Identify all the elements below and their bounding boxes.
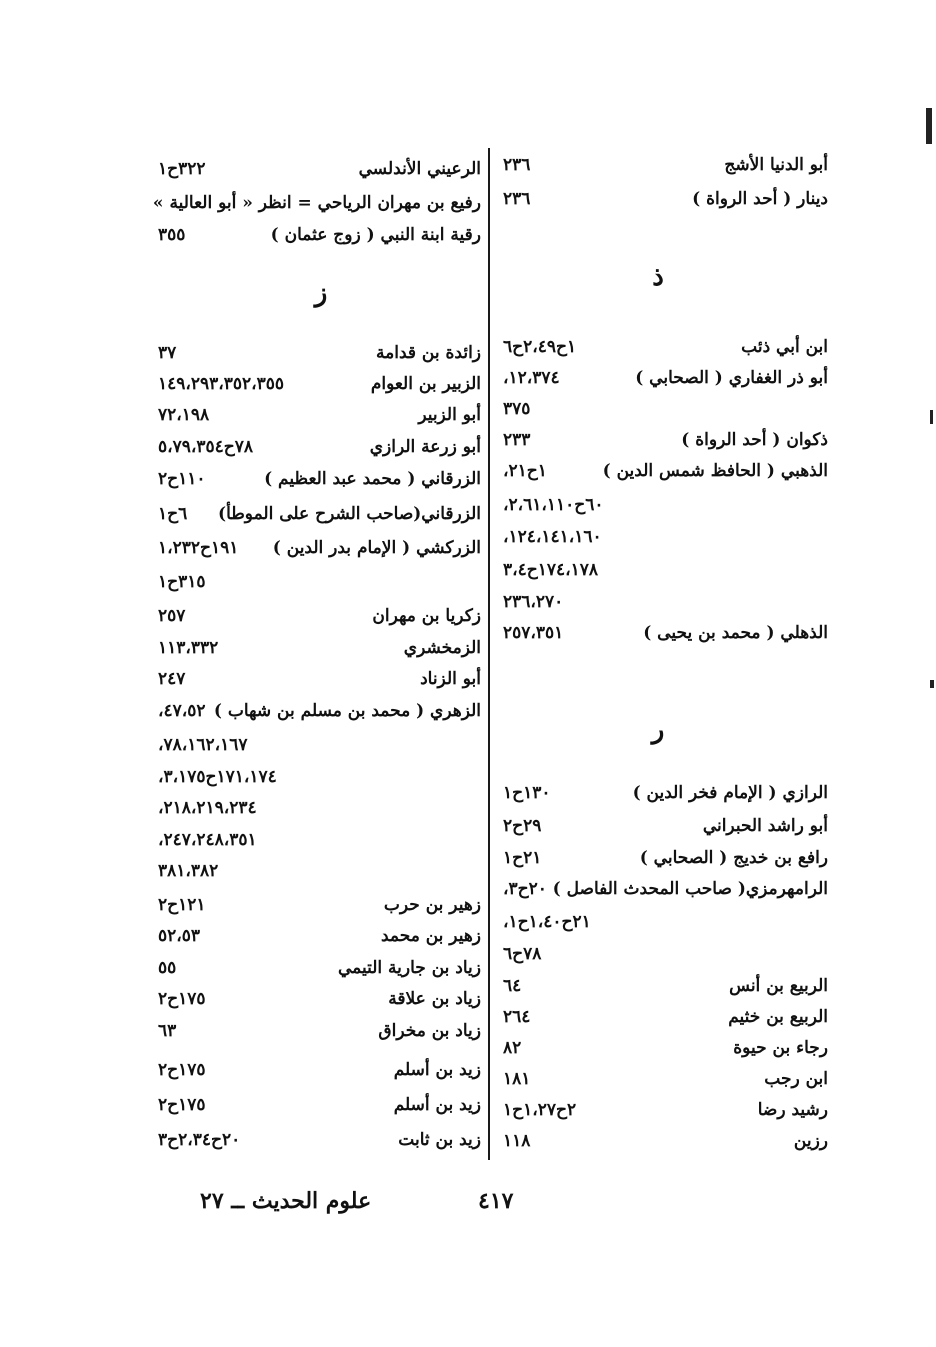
index-entry: ابن أبي ذئب ١ح٢،٤٩ح٦ — [503, 337, 828, 357]
index-entry: الرازي ( الإمام فخر الدين ) ١٣٠ح١ — [503, 783, 828, 803]
index-entry: الزمخشري ١١٣،٣٣٢ — [158, 638, 481, 658]
index-entry: ١٢٤،١٤١،١٦٠، — [503, 527, 602, 547]
index-entry: زهير بن محمد ٥٢،٥٣ — [158, 926, 481, 946]
index-entry: ١٧٤،١٧٨ح٣،٤ — [503, 560, 599, 580]
index-entry: ٣٧٥ — [503, 399, 531, 419]
index-entry: أبو الزبير ٧٢،١٩٨ — [158, 405, 481, 425]
index-entry: ٢٤٧،٢٤٨،٣٥١، — [158, 830, 257, 850]
scan-mark — [926, 108, 932, 144]
index-entry: الذهلي ( محمد بن يحيى ) ٢٥٧،٣٥١ — [503, 623, 828, 643]
index-entry: رفيع بن مهران الرياحي = انظر « أبو العالية » — [152, 193, 481, 213]
index-entry: الزرقاني(صاحب الشرح على الموطأ) ٦ح١ — [158, 504, 481, 524]
index-entry: رقية ابنة النبي ( زوج عثمان ) ٣٥٥ — [158, 225, 481, 245]
index-entry: ٢١ح١،٤٠ح١، — [503, 912, 591, 932]
section-letter-ra: ر — [651, 715, 665, 745]
index-entry: الزهري ( محمد بن مسلم بن شهاب ) ٤٧،٥٢، — [158, 701, 481, 721]
index-entry: الرعيني الأندلسي ٣٢٢ح١ — [158, 159, 481, 179]
index-entry: الرامهرمزي( صاحب المحدث الفاصل ) ٢٠ح٣، — [503, 879, 828, 899]
index-entry: ابن رجب ١٨١ — [503, 1069, 828, 1089]
index-entry: الزرقاني ( محمد عبد العظيم ) ١١٠ح٢ — [158, 469, 481, 489]
index-entry: زياد بن مخراق ٦٣ — [158, 1021, 481, 1041]
index-entry: ٢١٨،٢١٩،٢٣٤، — [158, 798, 257, 818]
index-entry: رشيد رضا ٢ح١،٢٧ح١ — [503, 1100, 828, 1120]
index-entry: ٣٨١،٣٨٢ — [158, 861, 219, 881]
index-entry: رافع بن خديج ( الصحابي ) ٢١ح١ — [503, 848, 828, 868]
index-entry: الربيع بن أنس ٦٤ — [503, 976, 828, 996]
index-entry: دينار ( أحد الرواة ) ٢٣٦ — [503, 189, 828, 209]
index-entry: الزبير بن العوام ١٤٩،٢٩٣،٣٥٢،٣٥٥ — [158, 374, 481, 394]
section-letter-dhal: ذ — [652, 262, 664, 292]
index-entry: زائدة بن قدامة ٣٧ — [158, 343, 481, 363]
index-entry: زهير بن حرب ١٢١ح٢ — [158, 895, 481, 915]
index-entry: زيد بن ثابت ٢٠ح٢،٣٤ح٣ — [158, 1130, 481, 1150]
index-entry: ذكوان ( أحد الرواة ) ٢٣٣ — [503, 430, 828, 450]
index-entry: زيد بن أسلم ١٧٥ح٢ — [158, 1095, 481, 1115]
index-entry: الربيع بن خثيم ٢٦٤ — [503, 1007, 828, 1027]
index-entry: الزركشي ( الإمام بدر الدين ) ١٩١ح١،٢٣٢ — [158, 538, 481, 558]
index-entry: زيد بن أسلم ١٧٥ح٢ — [158, 1060, 481, 1080]
page-number: ٤١٧ — [478, 1188, 514, 1214]
index-entry: أبو راشد الحبراني ٢٩ح٢ — [503, 816, 828, 836]
index-entry: رزين ١١٨ — [503, 1131, 828, 1151]
index-entry: أبو ذر الغفاري ( الصحابي ) ١٢،٣٧٤، — [503, 368, 828, 388]
column-divider — [488, 148, 490, 1160]
index-entry: زكريا بن مهران ٢٥٧ — [158, 606, 481, 626]
index-entry: ٧٨ح٦ — [503, 944, 542, 964]
section-letter-zay: ز — [314, 278, 328, 308]
index-entry: الذهبي ( الحافظ شمس الدين ) ١ح٢١، — [503, 461, 828, 481]
index-entry: ٦٠ح٢،٦١،١١٠، — [503, 495, 604, 515]
index-entry: أبو الدنيا الأشج ٢٣٦ — [503, 155, 828, 175]
index-entry: ٧٨،١٦٢،١٦٧، — [158, 735, 248, 755]
running-title: علوم الحديث ــ ٢٧ — [200, 1188, 372, 1214]
index-entry: زياد بن جارية التيمي ٥٥ — [158, 958, 481, 978]
index-entry: ٢٣٦،٢٧٠ — [503, 592, 564, 612]
index-entry: ١٧١،١٧٤ح٣،١٧٥، — [158, 767, 277, 787]
index-entry: أبو زرعة الرازي ٧٨ح٥،٧٩،٣٥٤ — [158, 437, 481, 457]
index-entry: رجاء بن حيوة ٨٢ — [503, 1038, 828, 1058]
scan-mark — [930, 680, 934, 688]
index-entry: أبو الزناد ٢٤٧ — [158, 669, 481, 689]
index-entry: زياد بن علاقة ١٧٥ح٢ — [158, 989, 481, 1009]
scan-mark — [930, 410, 933, 424]
index-entry: ٣١٥ح١ — [158, 572, 206, 592]
